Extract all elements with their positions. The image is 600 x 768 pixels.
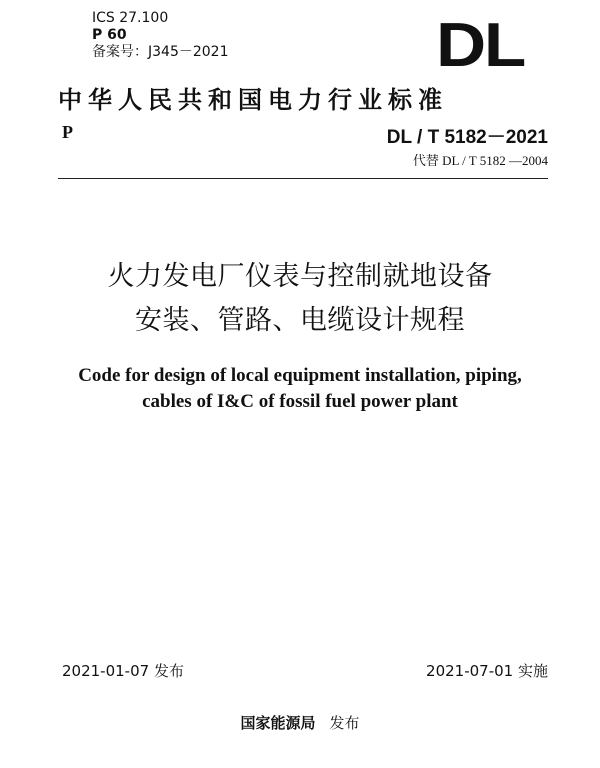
- standard-number: DL / T 5182－2021: [386, 127, 548, 148]
- dl-logo: DL: [436, 11, 525, 80]
- category-code: P 60: [92, 27, 127, 43]
- document-title-en-line2: cables of I&C of fossil fuel power plant: [142, 391, 458, 412]
- publisher-org: 国家能源局: [240, 714, 316, 732]
- replaces-standard: 代替 DL / T 5182 —2004: [412, 153, 548, 168]
- standard-title: 中华人民共和国电力行业标准: [58, 86, 448, 114]
- filing-number: 备案号：J345－2021: [92, 44, 229, 60]
- header-divider: [58, 178, 548, 179]
- document-title-en-line1: Code for design of local equipment installation, piping,: [78, 365, 522, 386]
- category-letter: P: [62, 122, 73, 142]
- publisher: [0, 712, 600, 733]
- document-title-cn-line2: 安装、管路、电缆设计规程: [135, 305, 465, 336]
- document-title-cn-line1: 火力发电厂仪表与控制就地设备: [107, 261, 493, 292]
- issue-date: 2021-01-07 发布: [62, 662, 184, 680]
- ics-code: ICS 27.100: [92, 10, 169, 26]
- effective-date: 2021-07-01 实施: [426, 662, 548, 680]
- publisher-action: 发布: [329, 714, 360, 732]
